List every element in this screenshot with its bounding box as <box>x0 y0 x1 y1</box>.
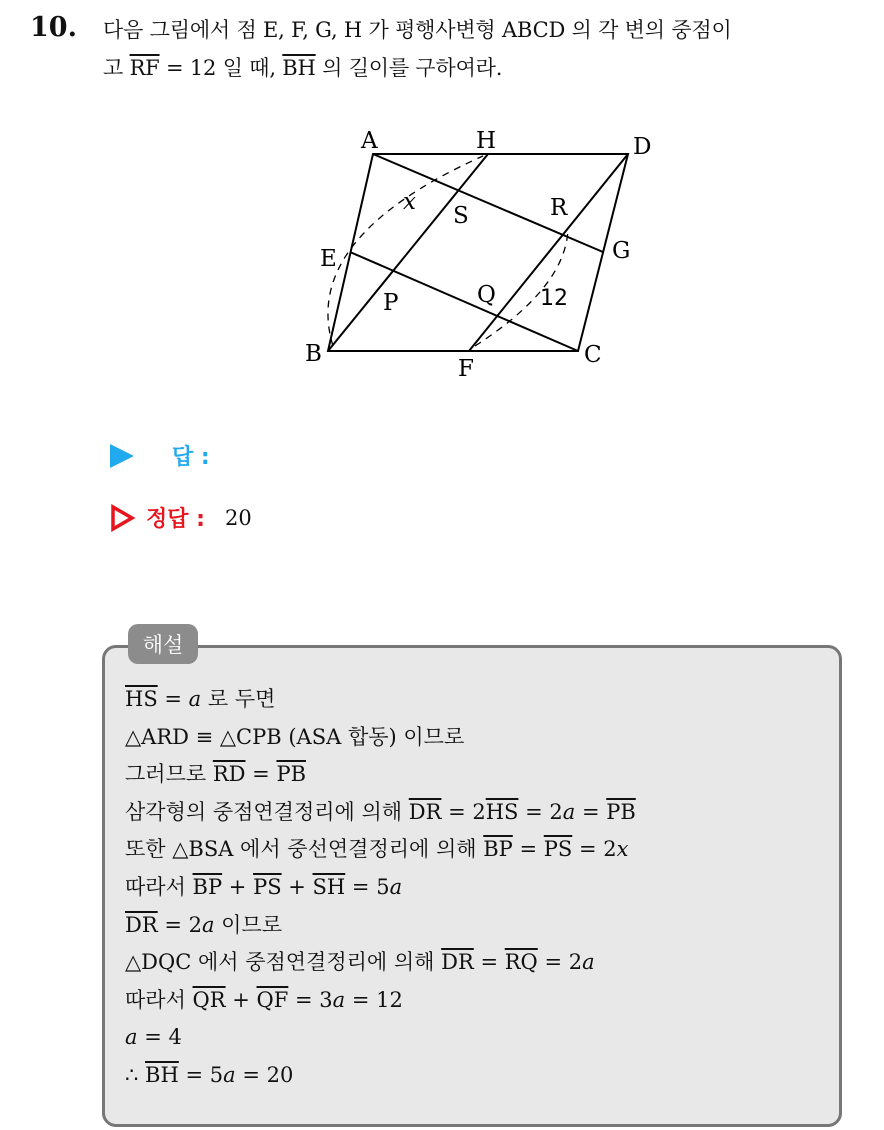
label-h: H <box>476 128 497 154</box>
correct-arrow-icon <box>110 504 136 532</box>
label-q: Q <box>477 282 496 308</box>
correct-answer-row <box>110 502 252 533</box>
label-b: B <box>305 341 322 367</box>
label-x: x <box>403 189 416 215</box>
explanation-line: 또한 △BSA 에서 중선연결정리에 의해 $\overline{BP} = \overline{PS} = 2x$ <box>125 837 629 862</box>
explanation-line: 따라서 $\overline{BP} + \overline{PS} + \overline{SH} = 5a$ <box>125 874 403 899</box>
correct-answer-label: 정답 : <box>146 507 205 532</box>
explanation-line: 그러므로 $\overline{RD} = \overline{PB}$ <box>125 762 306 787</box>
question-text-line1: 다음 그림에서 점 E, F, G, H 가 평행사변형 ABCD 의 각 변의 중점이 <box>103 18 732 42</box>
correct-answer-value: 20 <box>224 505 252 530</box>
explanation-line: a = 4 <box>125 1025 182 1050</box>
question-number: 10. <box>30 12 77 43</box>
explanation-line: ∴ $\overline{BH} = 5a = 20$ <box>125 1062 294 1087</box>
label-c: C <box>584 342 602 368</box>
label-g: G <box>612 238 631 264</box>
segment-fd <box>469 154 631 351</box>
question-text-line2: 고 $\overline{RF} = 12$ 일 때, $\overline{BH}$ 의 길이를 구하여라. <box>103 56 503 80</box>
label-e: E <box>320 246 337 272</box>
label-a: A <box>361 128 378 154</box>
explanation-line: $\overline{HS} = a$ 로 두면 <box>125 687 276 711</box>
explanation-line: 따라서 $\overline{QR} + \overline{QF} = 3a = 12$ <box>125 987 403 1012</box>
label-p: P <box>383 290 399 316</box>
answer-arrow-icon <box>110 443 134 469</box>
label-s: S <box>453 203 469 229</box>
parallelogram-figure <box>295 118 675 383</box>
explanation-lines <box>125 684 636 1098</box>
answer-row <box>110 440 230 471</box>
explanation-tag: 해설 <box>128 624 198 664</box>
label-d: D <box>633 134 652 160</box>
label-r: R <box>550 195 568 221</box>
explanation-line: $\overline{DR} = 2a$ 이므로 <box>125 912 283 937</box>
explanation-line: 삼각형의 중점연결정리에 의해 $\overline{DR} = 2\overline{HS} = 2a = \overline{PB}$ <box>125 799 636 824</box>
answer-label: 답 : <box>172 445 210 470</box>
label-f: F <box>458 356 474 382</box>
explanation-line: △DQC 에서 중점연결정리에 의해 $\overline{DR} = \overline{RQ} = 2a$ <box>125 950 595 975</box>
parallelogram-abcd <box>328 154 631 351</box>
explanation-line: △ARD ≡ △CPB (ASA 합동) 이므로 <box>125 724 465 749</box>
label-12: 12 <box>540 286 568 311</box>
